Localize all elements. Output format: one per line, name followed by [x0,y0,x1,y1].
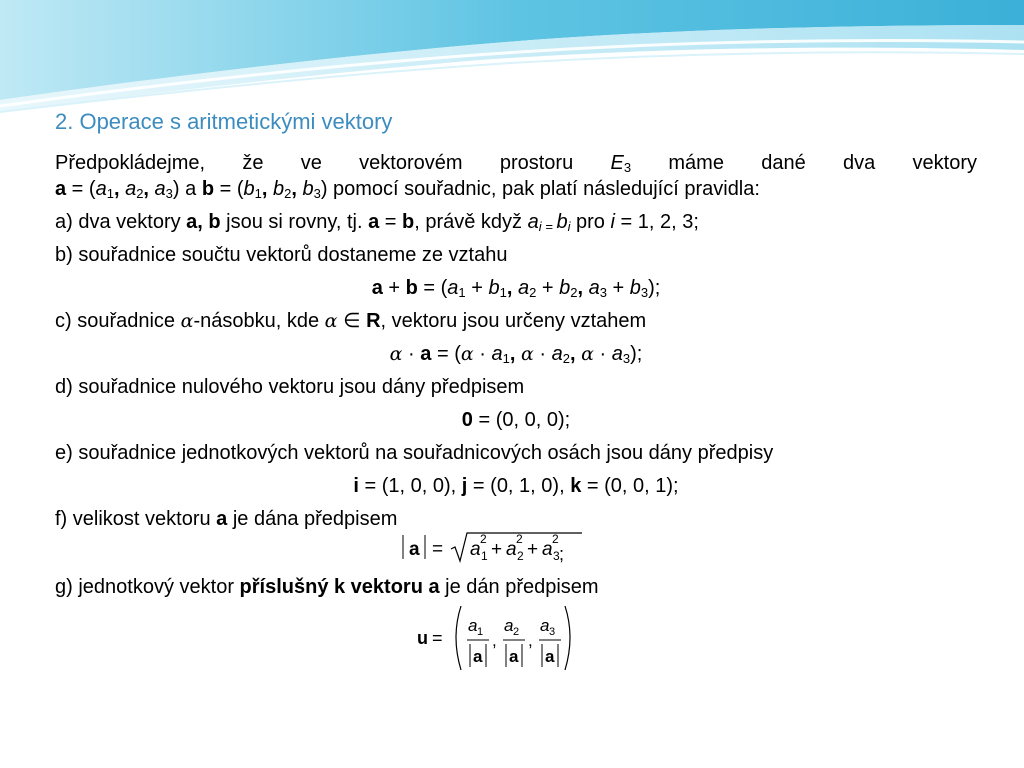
rule-f-magnitude: f) velikost vektoru a je dána předpisem [55,508,398,530]
svg-text:a: a [509,647,519,666]
slide-content [55,106,977,674]
rule-d-zero: d) souřadnice nulového vektoru jsou dány předpisem [55,376,525,398]
svg-text:+: + [527,539,539,560]
rule-a-equality: a) dva vektory a, b jsou si rovny, tj. a = b, právě když $a_{i =}$ $b_i$ pro i = 1, 2, 3; [55,211,699,234]
intro-line-1: Předpokládejme, že ve vektorovém prostoru $E_3$ máme dané dva vektory [55,152,978,175]
magnitude-formula-svg [55,532,977,574]
svg-text:a: a [470,539,481,560]
svg-text:2: 2 [552,532,559,546]
svg-text:1: 1 [477,626,484,638]
svg-text:2: 2 [516,532,523,546]
svg-text:a: a [468,616,478,635]
formula-unit-vectors: i = (1, 0, 0), j = (0, 1, 0), k = (0, 0, 1); [353,475,679,497]
formula-zero: 0 = (0, 0, 0); [461,409,571,431]
intro-line-2: $a = (a_1$, $a_2$, $a_3$) a $b = (b_1$, $b_2$, $b_3$) pomocí souřadnic, pak platí následující pravidla: [55,178,760,201]
svg-text:a: a [545,647,555,666]
svg-text:+: + [491,539,503,560]
svg-text:2: 2 [513,626,520,638]
svg-text:3: 3 [549,626,556,638]
unit-vector-formula-svg [55,600,977,674]
svg-text:a: a [409,539,420,560]
svg-text:2: 2 [480,532,487,546]
rule-b-sum: b) souřadnice součtu vektorů dostaneme ze vztahu [55,244,508,266]
svg-text:a: a [542,539,553,560]
svg-text:a: a [504,616,514,635]
svg-text:3: 3 [553,549,560,563]
formula-sum: $a + b = (a_1 + b_1$, $a_2 + b_2$, $a_3 + b_3$); [371,277,661,300]
svg-text:a: a [473,647,483,666]
svg-text:a: a [506,539,517,560]
svg-text:a: a [540,616,550,635]
svg-text:=: = [432,539,444,560]
formula-scalar: $\alpha \cdot a = (\alpha \cdot a_1$, $\alpha \cdot a_2$, $\alpha \cdot a_3$); [389,343,643,366]
rule-c-scalar: c) souřadnice α-násobku, kde α ∈ R, vektoru jsou určeny vztahem [55,310,647,332]
rule-g-unit-vector: g) jednotkový vektor příslušný k vektoru a je dán předpisem [55,576,599,598]
decorative-wave-banner [0,0,1024,115]
rule-e-unit: e) souřadnice jednotkových vektorů na souřadnicových osách jsou dány předpisy [55,442,774,464]
svg-text:=: = [432,628,443,648]
svg-text:u: u [417,628,428,648]
svg-text:,: , [528,631,533,650]
formula-unit-vector [55,600,977,674]
svg-text:1: 1 [481,549,488,563]
svg-text:2: 2 [517,549,524,563]
formula-magnitude [55,532,977,574]
svg-text:,: , [492,631,497,650]
slide-title: 2. Operace s aritmetickými vektory [55,109,393,134]
svg-text:;: ; [559,544,565,564]
